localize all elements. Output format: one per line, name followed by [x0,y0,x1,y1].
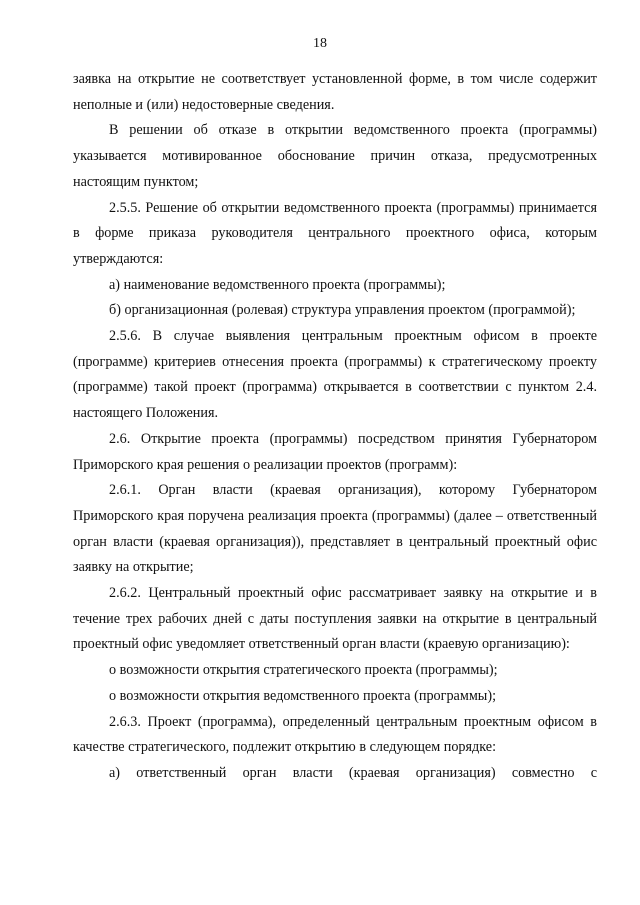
paragraph-11: о возможности открытия ведомственного проекта (программы); [109,687,497,704]
paragraph-13: а) ответственный орган власти (краевая организация) совместно с [109,764,597,781]
paragraph-6: 2.5.6. В случае выявления центральным проектным офисом в проекте (программе) критериев отнесения проекта (программы) к стратегическому проекту (программе) такой проект (программа) открывается в соответствии с пунктом 2.4. настоящего Положения. [73,328,597,422]
paragraph-2: В решении об отказе в открытии ведомственного проекта (программы) указывается мотивированное обоснование причин отказа, предусмотренных настоящим пунктом; [73,122,597,190]
paragraph-10: о возможности открытия стратегического проекта (программы); [109,662,498,679]
paragraph-12: 2.6.3. Проект (программа), определенный центральным проектным офисом в качестве стратегического, подлежит открытию в следующем порядке: [73,713,597,756]
page-number: 18 [313,36,327,51]
paragraph-8: 2.6.1. Орган власти (краевая организация), которому Губернатором Приморского края поручена реализация проекта (программы) (далее – ответственный орган власти (краевая организация)), представляет в центральный проектный офис заявку на открытие; [73,482,597,576]
paragraph-5: б) организационная (ролевая) структура управления проектом (программой); [109,302,576,319]
paragraph-7: 2.6. Открытие проекта (программы) посредством принятия Губернатором Приморского края решения о реализации проектов (программ): [73,430,597,473]
paragraph-9: 2.6.2. Центральный проектный офис рассматривает заявку на открытие и в течение трех рабочих дней с даты поступления заявки на открытие в центральный проектный офис уведомляет ответственный орган власти (краевую организацию): [73,585,597,653]
paragraph-4: а) наименование ведомственного проекта (программы); [109,276,446,293]
document-body [73,67,597,787]
paragraph-3: 2.5.5. Решение об открытии ведомственного проекта (программы) принимается в форме приказа руководителя центрального проектного офиса, которым утверждаются: [73,199,597,267]
paragraph-1: заявка на открытие не соответствует установленной форме, в том числе содержит неполные и (или) недостоверные сведения. [73,71,597,113]
